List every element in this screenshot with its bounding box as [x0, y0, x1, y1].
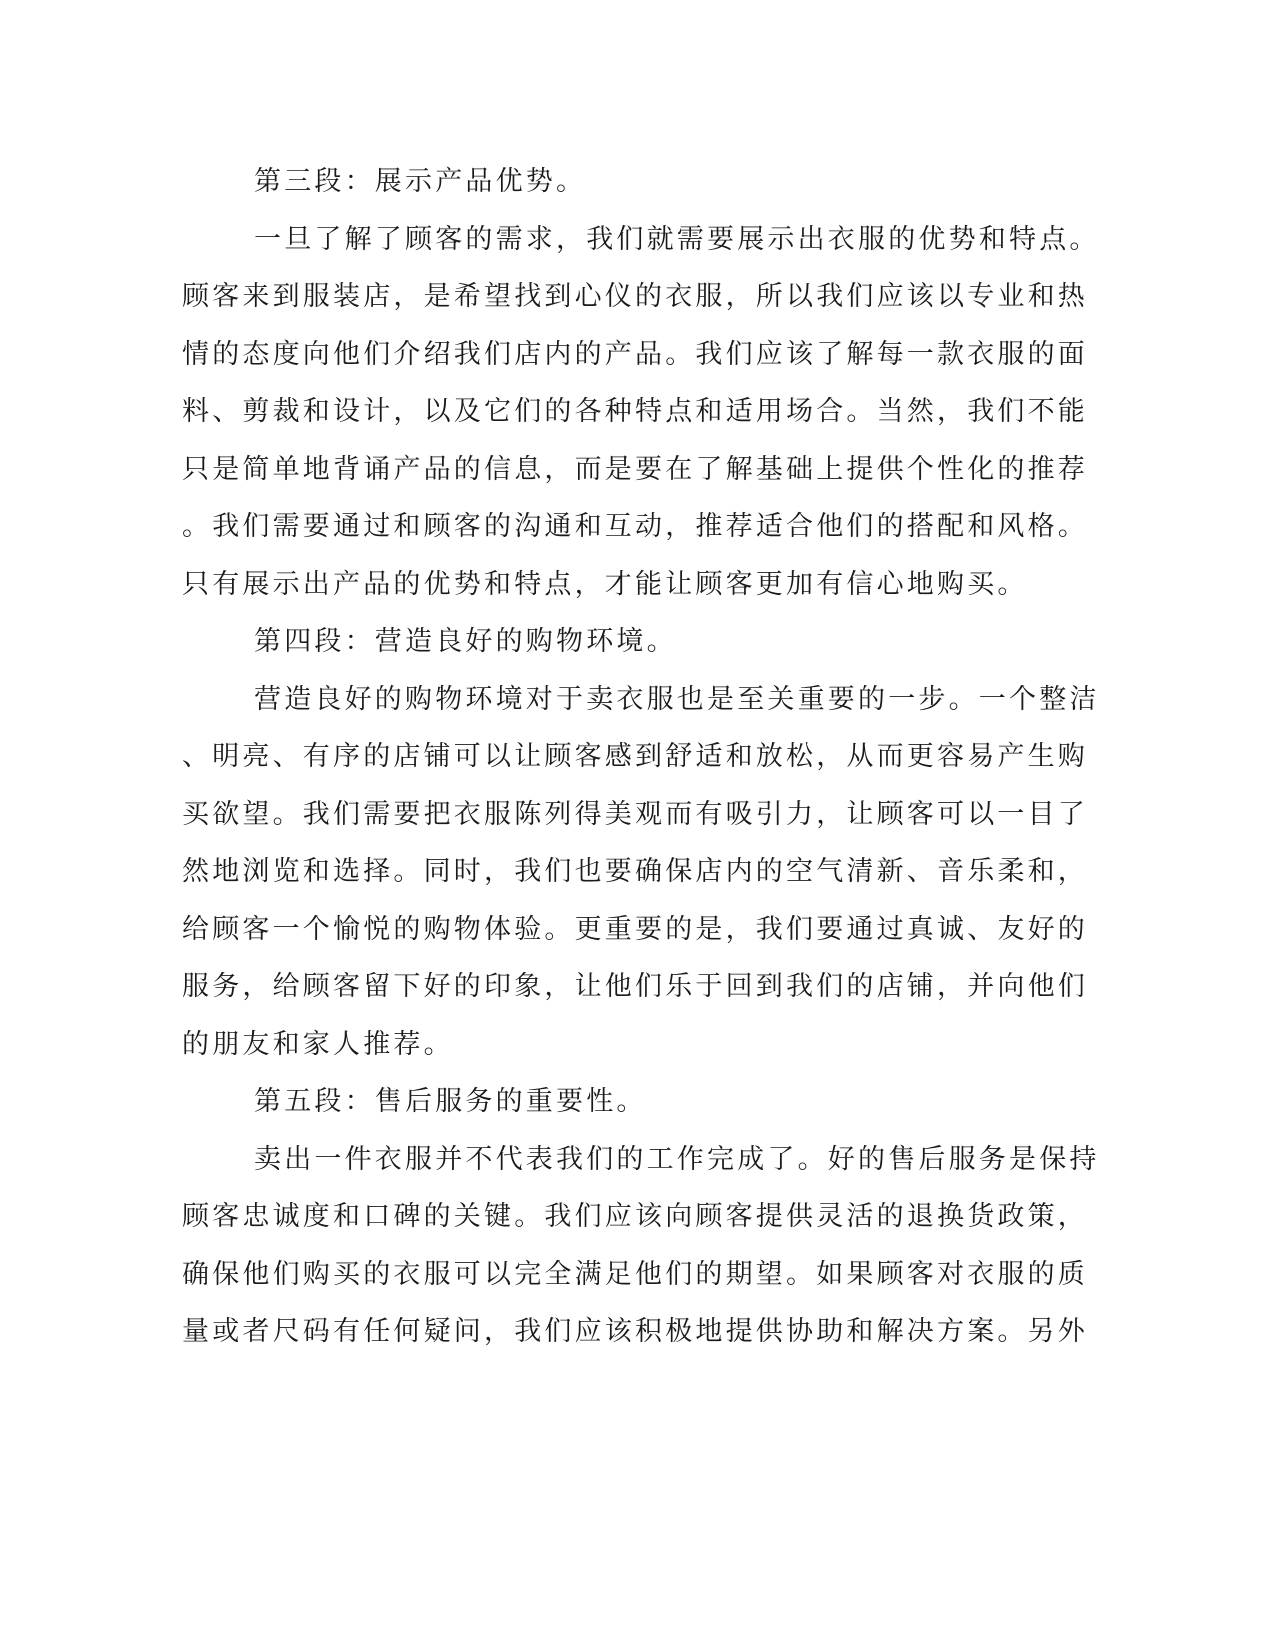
- paragraph-line: 给顾客一个愉悦的购物体验。更重要的是，我们要通过真诚、友好的: [182, 914, 1088, 945]
- paragraph-line: 只是简单地背诵产品的信息，而是要在了解基础上提供个性化的推荐: [182, 454, 1088, 485]
- paragraph-line: 确保他们购买的衣服可以完全满足他们的期望。如果顾客对衣服的质: [182, 1259, 1088, 1290]
- paragraph-line: 卖出一件衣服并不代表我们的工作完成了。好的售后服务是保持: [254, 1144, 1100, 1175]
- paragraph-line: 一旦了解了顾客的需求，我们就需要展示出衣服的优势和特点。: [254, 224, 1100, 255]
- paragraph-line: 然地浏览和选择。同时，我们也要确保店内的空气清新、音乐柔和，: [182, 856, 1088, 887]
- paragraph-line: 的朋友和家人推荐。: [182, 1029, 454, 1060]
- paragraph-line: 、明亮、有序的店铺可以让顾客感到舒适和放松，从而更容易产生购: [182, 741, 1088, 772]
- paragraph-line: 量或者尺码有任何疑问，我们应该积极地提供协助和解决方案。另外: [182, 1316, 1088, 1347]
- paragraph-line: 情的态度向他们介绍我们店内的产品。我们应该了解每一款衣服的面: [182, 339, 1088, 370]
- heading-section-3: 第三段：展示产品优势。: [254, 166, 587, 197]
- paragraph-line: 。我们需要通过和顾客的沟通和互动，推荐适合他们的搭配和风格。: [182, 511, 1088, 542]
- paragraph-line: 服务，给顾客留下好的印象，让他们乐于回到我们的店铺，并向他们: [182, 971, 1088, 1002]
- paragraph-line: 料、剪裁和设计，以及它们的各种特点和适用场合。当然，我们不能: [182, 396, 1088, 427]
- paragraph-line: 买欲望。我们需要把衣服陈列得美观而有吸引力，让顾客可以一目了: [182, 799, 1088, 830]
- heading-section-5: 第五段：售后服务的重要性。: [254, 1086, 647, 1117]
- paragraph-line: 营造良好的购物环境对于卖衣服也是至关重要的一步。一个整洁: [254, 684, 1100, 715]
- paragraph-line: 顾客来到服装店，是希望找到心仪的衣服，所以我们应该以专业和热: [182, 281, 1088, 312]
- heading-section-4: 第四段：营造良好的购物环境。: [254, 626, 677, 657]
- paragraph-line: 只有展示出产品的优势和特点，才能让顾客更加有信心地购买。: [182, 569, 1028, 600]
- paragraph-line: 顾客忠诚度和口碑的关键。我们应该向顾客提供灵活的退换货政策，: [182, 1201, 1088, 1232]
